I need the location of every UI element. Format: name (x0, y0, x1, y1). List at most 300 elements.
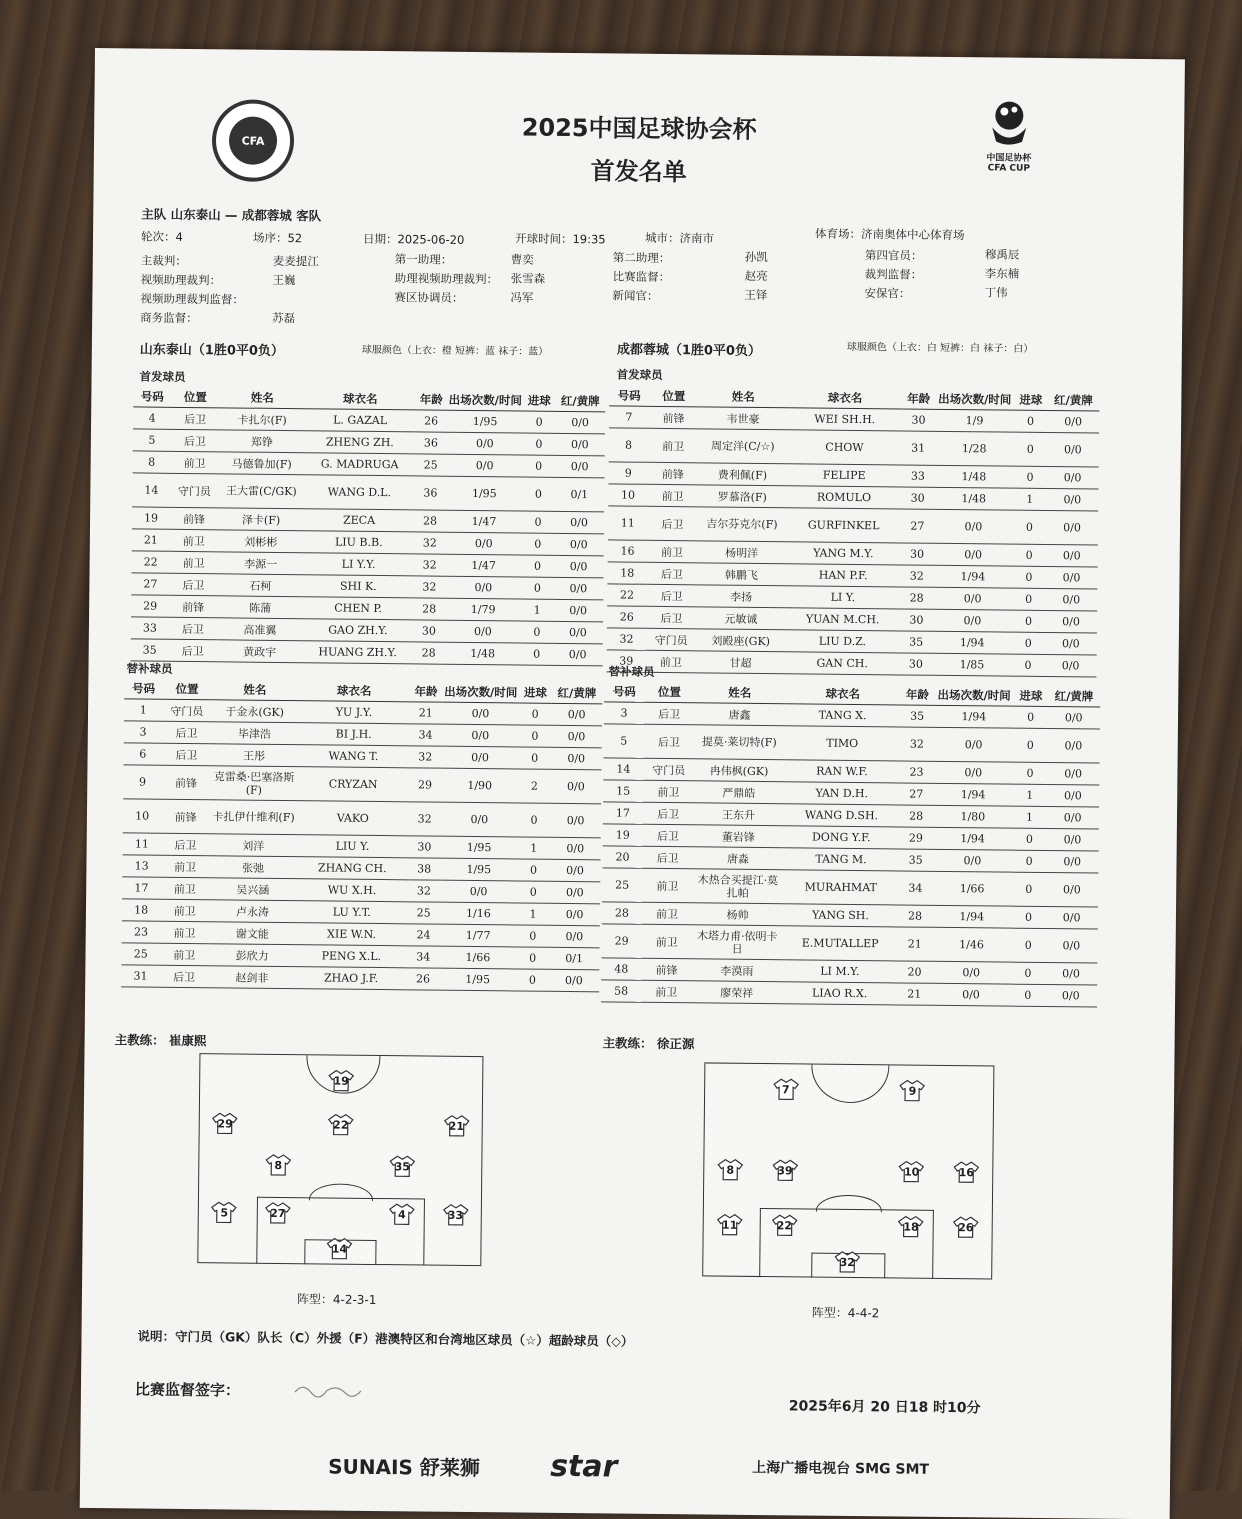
shirt-number: 8 (726, 1163, 735, 1177)
table-cell: LIU B.B. (304, 531, 414, 554)
table-cell: 周定洋(C/☆) (698, 429, 788, 464)
player-shirt-icon (326, 1238, 352, 1260)
table-cell: 前卫 (648, 484, 698, 507)
table-cell: 0 (1013, 466, 1046, 488)
table-cell: 冉伟枫(GK) (694, 759, 785, 782)
table-cell: 0/0 (1045, 907, 1098, 930)
table-cell: 0 (1011, 928, 1045, 962)
table-cell: 26 (607, 606, 647, 628)
table-cell: CHOW (787, 430, 902, 465)
table-cell: 0/0 (1046, 807, 1099, 830)
signature-label: 比赛监督签字： (134, 1380, 241, 1400)
table-cell: 后卫 (161, 833, 210, 856)
column-header: 姓名 (211, 679, 298, 700)
table-cell: 前卫 (643, 780, 694, 803)
table-cell: 0/0 (1045, 654, 1097, 677)
fourth-official: 穆禹辰 (984, 247, 1020, 262)
referee-supervisor-label: 裁判监督： (864, 267, 923, 282)
table-cell: DONG Y.F. (783, 826, 899, 849)
home-subs-table (121, 678, 602, 992)
shirt-number: 16 (958, 1166, 975, 1180)
table-cell: 0 (523, 433, 555, 455)
table-cell: 前卫 (160, 943, 209, 966)
table-cell: 0/0 (440, 880, 517, 903)
table-cell: 1/95 (447, 410, 523, 433)
table-cell: 17 (603, 802, 643, 824)
table-cell: 王彤 (211, 744, 298, 767)
table-cell: 0 (519, 703, 552, 725)
table-cell: 王东升 (693, 803, 784, 826)
table-cell: WEI SH.H. (788, 408, 902, 431)
var: 王巍 (272, 272, 296, 288)
commercial-supervisor: 苏磊 (272, 310, 296, 326)
table-cell: 卡扎伊什维利(F) (210, 800, 297, 835)
table-cell: 27 (901, 509, 935, 543)
player-shirt-icon (773, 1079, 799, 1101)
table-cell: 23 (900, 761, 934, 783)
table-cell: SHI K. (303, 575, 413, 598)
table-cell: 后卫 (644, 702, 695, 725)
table-cell: 9 (123, 765, 162, 799)
table-cell: 前卫 (161, 855, 210, 878)
column-header: 姓名 (219, 387, 305, 408)
table-cell: 9 (608, 462, 648, 484)
table-cell: 0 (517, 881, 550, 903)
table-row (609, 428, 1099, 467)
column-header: 姓名 (699, 386, 788, 407)
table-cell: 于金永(GK) (211, 700, 298, 723)
column-header: 号码 (133, 386, 171, 407)
table-cell: PENG X.L. (296, 945, 408, 968)
table-cell: 22 (132, 551, 170, 573)
table-cell: 0/0 (931, 961, 1011, 984)
table-cell: 0 (517, 925, 550, 947)
table-cell: 32 (900, 727, 934, 761)
shirt-number: 14 (331, 1242, 348, 1257)
table-cell: XIE W.N. (296, 923, 408, 946)
table-cell: 0/0 (1046, 544, 1098, 567)
table-cell: 0/0 (553, 577, 603, 600)
table-cell: 32 (408, 880, 441, 902)
table-cell: 0 (516, 969, 549, 991)
table-cell: 15 (603, 780, 643, 802)
table-cell: 35 (131, 639, 169, 661)
table-cell: 前卫 (641, 980, 692, 1003)
table-cell: GURFINKEL (786, 508, 901, 543)
table-cell: 卢永涛 (209, 900, 296, 923)
table-cell: 13 (122, 855, 161, 877)
table-cell: 0 (1012, 588, 1045, 610)
table-cell: 0/0 (933, 587, 1012, 610)
player-shirt-icon (899, 1080, 925, 1102)
table-cell: 1/94 (933, 783, 1013, 806)
table-cell: 0/0 (933, 761, 1013, 784)
column-header: 位置 (644, 682, 695, 703)
table-cell: 卡扎尔(F) (219, 408, 305, 431)
table-cell: 谢文能 (209, 922, 296, 945)
table-cell: 0 (521, 643, 553, 665)
table-cell: 1/47 (445, 554, 521, 577)
match-date: 日期：2025-06-20 (362, 231, 465, 247)
table-cell: 马德鲁加(F) (219, 452, 305, 475)
table-cell: 守门员 (643, 758, 694, 781)
table-cell: 0/0 (932, 849, 1012, 872)
table-cell: ZHENG ZH. (305, 431, 415, 454)
table-cell: 费利佩(F) (698, 463, 787, 486)
table-cell: 23 (122, 921, 161, 943)
table-cell: 0/0 (441, 746, 518, 769)
player-shirt-icon (899, 1160, 925, 1182)
table-cell: 郑铮 (219, 430, 305, 453)
table-cell: 29 (131, 595, 169, 617)
shirt-number: 33 (447, 1208, 464, 1222)
table-cell: 29 (899, 827, 933, 849)
table-cell: 0/0 (1046, 510, 1098, 545)
table-cell: 27 (131, 573, 169, 595)
table-cell: TIMO (784, 726, 900, 761)
table-cell: 28 (414, 510, 446, 532)
table-cell: 1/94 (932, 905, 1012, 928)
shirt-number: 22 (776, 1219, 793, 1233)
table-cell: 8 (609, 428, 649, 462)
table-cell: 34 (409, 724, 442, 746)
table-cell: YANG SH. (783, 904, 899, 927)
shirt-number: 35 (394, 1160, 411, 1174)
table-cell: 0/0 (553, 599, 603, 622)
kickoff-time: 开球时间：19:35 (514, 231, 606, 247)
table-cell: 0/0 (1047, 707, 1100, 730)
table-cell: 19 (132, 507, 170, 529)
away-formation: 阵型：4-4-2 (811, 1305, 880, 1321)
table-row (604, 724, 1100, 763)
table-cell: 后卫 (162, 721, 211, 744)
venue-coordinator-label: 赛区协调员： (394, 290, 464, 305)
table-cell: 35 (899, 849, 933, 871)
table-cell: 1/95 (439, 968, 516, 991)
table-cell: E.MUTALLEP (782, 926, 898, 961)
table-cell: 0/0 (441, 802, 518, 837)
match-supervisor-label: 比赛监督： (612, 269, 671, 285)
table-cell: 33 (901, 465, 934, 487)
table-cell: 30 (899, 653, 932, 675)
table-cell: 1/94 (933, 631, 1012, 654)
sponsor-sunais: SUNAIS 舒莱狮 (328, 1454, 480, 1481)
avar-label: 助理视频助理裁判： (394, 271, 499, 287)
table-cell: 0/0 (555, 433, 605, 456)
table-row (121, 965, 599, 992)
table-cell: 0/0 (550, 859, 601, 882)
table-cell: 前锋 (648, 462, 698, 485)
sponsor-smg: 上海广播电视台 SMG SMT (752, 1459, 930, 1478)
table-cell: 26 (415, 410, 447, 432)
table-cell: CHEN P. (303, 597, 413, 620)
home-team-record: 山东泰山（1胜0平0负） (139, 342, 285, 359)
table-cell: LI Y.Y. (303, 553, 413, 576)
table-cell: 克雷桑·巴塞洛斯(F) (210, 766, 297, 801)
table-cell: 0/0 (1045, 588, 1097, 611)
table-cell: 0 (1013, 762, 1047, 784)
table-cell: MURAHMAT (783, 870, 899, 905)
table-cell: 0/0 (1045, 632, 1097, 655)
column-header: 红/黄牌 (551, 683, 602, 704)
table-cell: 3 (124, 721, 163, 743)
table-cell: 18 (122, 899, 161, 921)
player-shirt-icon (265, 1202, 291, 1224)
table-cell: 0/0 (933, 727, 1013, 762)
table-cell: 后卫 (169, 617, 217, 640)
column-header: 年龄 (900, 684, 934, 705)
table-cell: 28 (900, 587, 933, 609)
table-cell: YAN D.H. (784, 782, 900, 805)
player-shirt-icon (772, 1159, 798, 1181)
table-cell: 28 (413, 642, 445, 664)
player-shirt-icon (717, 1214, 743, 1236)
table-cell: 0 (521, 577, 553, 599)
press-officer: 王铎 (744, 287, 768, 303)
table-cell: 杨明洋 (697, 541, 786, 564)
table-cell: 0 (1012, 632, 1045, 654)
shirt-number: 4 (397, 1208, 406, 1222)
table-cell: 0 (521, 621, 553, 643)
table-cell: 后卫 (647, 584, 697, 607)
referee-supervisor: 李东楠 (984, 266, 1020, 281)
ar1-label: 第一助理： (394, 252, 453, 267)
table-cell: 泽卡(F) (218, 508, 304, 531)
table-cell: 1/77 (440, 924, 517, 947)
table-cell: 0/0 (1046, 488, 1098, 511)
table-cell: 1/48 (934, 487, 1013, 510)
table-cell: 0/0 (1047, 763, 1100, 786)
table-cell: 0/0 (442, 724, 519, 747)
column-header: 球衣名 (788, 387, 902, 409)
table-cell: 1 (124, 699, 163, 721)
table-cell: 30 (900, 543, 933, 565)
table-cell: 25 (602, 868, 642, 902)
column-header: 号码 (604, 681, 644, 702)
table-cell: 前卫 (641, 924, 692, 959)
table-cell: 提莫·莱切特(F) (694, 725, 785, 760)
column-header: 位置 (171, 387, 219, 408)
referee-label: 主裁判： (140, 253, 187, 268)
table-cell: 1 (517, 837, 550, 859)
table-cell: 0/0 (553, 555, 603, 578)
table-cell: 1/95 (440, 836, 517, 859)
table-cell: 0/0 (554, 533, 604, 556)
table-cell: 后卫 (171, 407, 219, 430)
table-cell: 0/0 (447, 432, 523, 455)
table-cell: 28 (899, 805, 933, 827)
table-cell: 0 (1013, 510, 1047, 544)
column-header: 号码 (609, 385, 649, 406)
table-cell: 1/90 (441, 768, 518, 803)
fourth-official-label: 第四官员： (864, 248, 923, 263)
table-cell: 1 (517, 903, 550, 925)
column-header: 进球 (1014, 390, 1047, 411)
table-cell: CRYZAN (297, 767, 409, 802)
table-cell: 0/1 (549, 947, 600, 970)
table-cell: 后卫 (643, 824, 694, 847)
table-cell: L. GAZAL (305, 409, 415, 432)
table-cell: 29 (409, 768, 442, 802)
table-cell: LI Y. (786, 586, 900, 609)
table-cell: 后卫 (160, 965, 209, 988)
table-cell: 吴兴涵 (209, 878, 296, 901)
table-cell: HUANG ZH.Y. (303, 641, 413, 664)
table-cell: 0/0 (1045, 873, 1098, 908)
legend: 说明：守门员（GK）队长（C）外援（F）港澳特区和台湾地区球员（☆）超龄球员（◇） (137, 1328, 634, 1349)
table-cell: 4 (133, 407, 171, 429)
table-cell: 后卫 (642, 846, 693, 869)
table-cell: 25 (121, 943, 160, 965)
table-cell: 罗慕洛(F) (697, 485, 786, 508)
table-cell: 31 (901, 431, 935, 465)
table-cell: ZHANG CH. (296, 857, 408, 880)
column-header: 号码 (124, 678, 163, 699)
table-cell: 前锋 (648, 406, 698, 429)
table-cell: 后卫 (169, 573, 217, 596)
table-cell: LIU D.Z. (785, 630, 899, 653)
table-cell: BI J.H. (298, 723, 410, 746)
table-cell: GAO ZH.Y. (303, 619, 413, 642)
table-cell: GAN CH. (785, 652, 899, 675)
table-cell: TANG X. (785, 704, 901, 727)
table-row (606, 650, 1096, 677)
table-cell: 守门员 (162, 699, 211, 722)
column-header: 位置 (163, 679, 212, 700)
table-cell: 34 (898, 871, 932, 905)
table-cell: 0/0 (551, 725, 602, 748)
table-cell: 35 (900, 705, 934, 727)
table-cell: WANG D.L. (304, 475, 414, 510)
table-row (602, 924, 1098, 963)
table-cell: 0/0 (931, 983, 1011, 1006)
table-cell: 1/48 (934, 465, 1013, 488)
table-cell: 1/95 (440, 858, 517, 881)
home-kit-colors: 球服颜色（上衣：橙 短裤：蓝 袜子：蓝） (361, 344, 549, 358)
table-cell: 28 (413, 598, 445, 620)
table-cell: 木热合买提江·莫扎帕 (692, 869, 783, 904)
column-header: 红/黄牌 (1048, 686, 1101, 707)
table-cell: 0/0 (555, 411, 605, 434)
table-cell: LI M.Y. (782, 960, 898, 983)
page-subtitle: 首发名单 (590, 157, 687, 187)
table-cell: 5 (604, 724, 644, 758)
table-cell: 前卫 (170, 529, 218, 552)
table-cell: 唐淼 (693, 847, 784, 870)
table-cell: 0 (1011, 962, 1045, 984)
table-cell: 陈蒲 (217, 596, 303, 619)
column-header: 年龄 (415, 389, 447, 410)
table-cell: 0/0 (551, 703, 602, 726)
table-cell: 前卫 (642, 902, 693, 925)
table-cell: 0/0 (1045, 928, 1098, 963)
shirt-number: 39 (777, 1164, 793, 1178)
table-cell: 2 (518, 769, 551, 803)
table-cell: 董岩锋 (693, 825, 784, 848)
table-cell: 28 (898, 905, 932, 927)
table-cell: 32 (409, 746, 442, 768)
table-cell: 0/1 (554, 477, 604, 512)
table-cell: 16 (608, 540, 648, 562)
table-cell: 严鼎皓 (693, 781, 784, 804)
table-cell: 彭欣力 (208, 944, 295, 967)
table-row (608, 506, 1098, 545)
table-cell: 0 (521, 555, 553, 577)
home-formation: 阵型：4-2-3-1 (296, 1292, 377, 1308)
table-cell: RAN W.F. (784, 760, 900, 783)
table-cell: 21 (409, 702, 442, 724)
table-cell: 1 (1013, 784, 1047, 806)
table-cell: 33 (131, 617, 169, 639)
table-cell: 0/0 (446, 532, 522, 555)
match-supervisor: 赵亮 (744, 268, 768, 284)
table-cell: 0 (1012, 850, 1046, 872)
table-cell: 30 (408, 836, 441, 858)
table-cell: 王大雷(C/GK) (218, 474, 304, 509)
sponsor-star: star (549, 1448, 618, 1485)
table-cell: 0/0 (1044, 984, 1097, 1007)
table-cell: 1/47 (446, 510, 522, 533)
table-cell: 刘殿座(GK) (696, 629, 785, 652)
table-cell: 21 (897, 983, 931, 1005)
table-cell: 1/9 (935, 409, 1014, 432)
shirt-number: 11 (721, 1218, 738, 1232)
shirt-number: 26 (958, 1221, 974, 1235)
table-cell: 58 (601, 980, 641, 1002)
table-cell: 18 (607, 562, 647, 584)
table-cell: 1/28 (935, 431, 1014, 466)
table-cell: 1/66 (932, 871, 1012, 906)
table-cell: 48 (601, 958, 641, 980)
table-cell: 0/0 (1047, 432, 1099, 467)
player-shirt-icon (328, 1069, 354, 1091)
table-cell: TANG M. (783, 848, 899, 871)
table-cell: ZHAO J.F. (295, 967, 407, 990)
shirt-number: 18 (903, 1220, 919, 1234)
away-subs-table (601, 681, 1100, 1007)
table-cell: 0/0 (1045, 566, 1097, 589)
player-shirt-icon (834, 1251, 860, 1273)
table-cell: 0 (522, 533, 554, 555)
table-cell: 前卫 (160, 921, 209, 944)
column-header: 年龄 (410, 681, 443, 702)
home-coach: 主教练： 崔康熙 (114, 1032, 207, 1049)
table-cell: 0/0 (1047, 785, 1100, 808)
table-cell: 0 (1012, 906, 1046, 928)
table-cell: 0/0 (445, 576, 521, 599)
table-cell: 19 (603, 824, 643, 846)
table-cell: LU Y.T. (296, 901, 408, 924)
table-cell: 0 (1011, 984, 1045, 1006)
table-cell: 29 (602, 924, 642, 958)
table-cell: ROMULO (787, 486, 901, 509)
shirt-number: 10 (903, 1165, 920, 1179)
column-header: 姓名 (695, 682, 786, 703)
cup-logo-en: CFA CUP (987, 163, 1030, 174)
table-cell: 毕津浩 (211, 722, 298, 745)
table-cell: 木塔力甫·依明卡日 (692, 925, 783, 960)
column-header: 出场次数/时间 (934, 685, 1014, 706)
table-cell: ZECA (304, 509, 414, 532)
shirt-number: 19 (333, 1074, 349, 1088)
table-cell: 0/0 (1047, 410, 1099, 433)
home-starters-label: 首发球员 (139, 369, 186, 384)
table-cell: 0/0 (442, 702, 519, 725)
security-officer: 丁伟 (984, 285, 1008, 300)
table-cell: WU X.H. (296, 879, 408, 902)
column-header: 球衣名 (785, 683, 901, 705)
table-cell: 0/0 (550, 837, 601, 860)
